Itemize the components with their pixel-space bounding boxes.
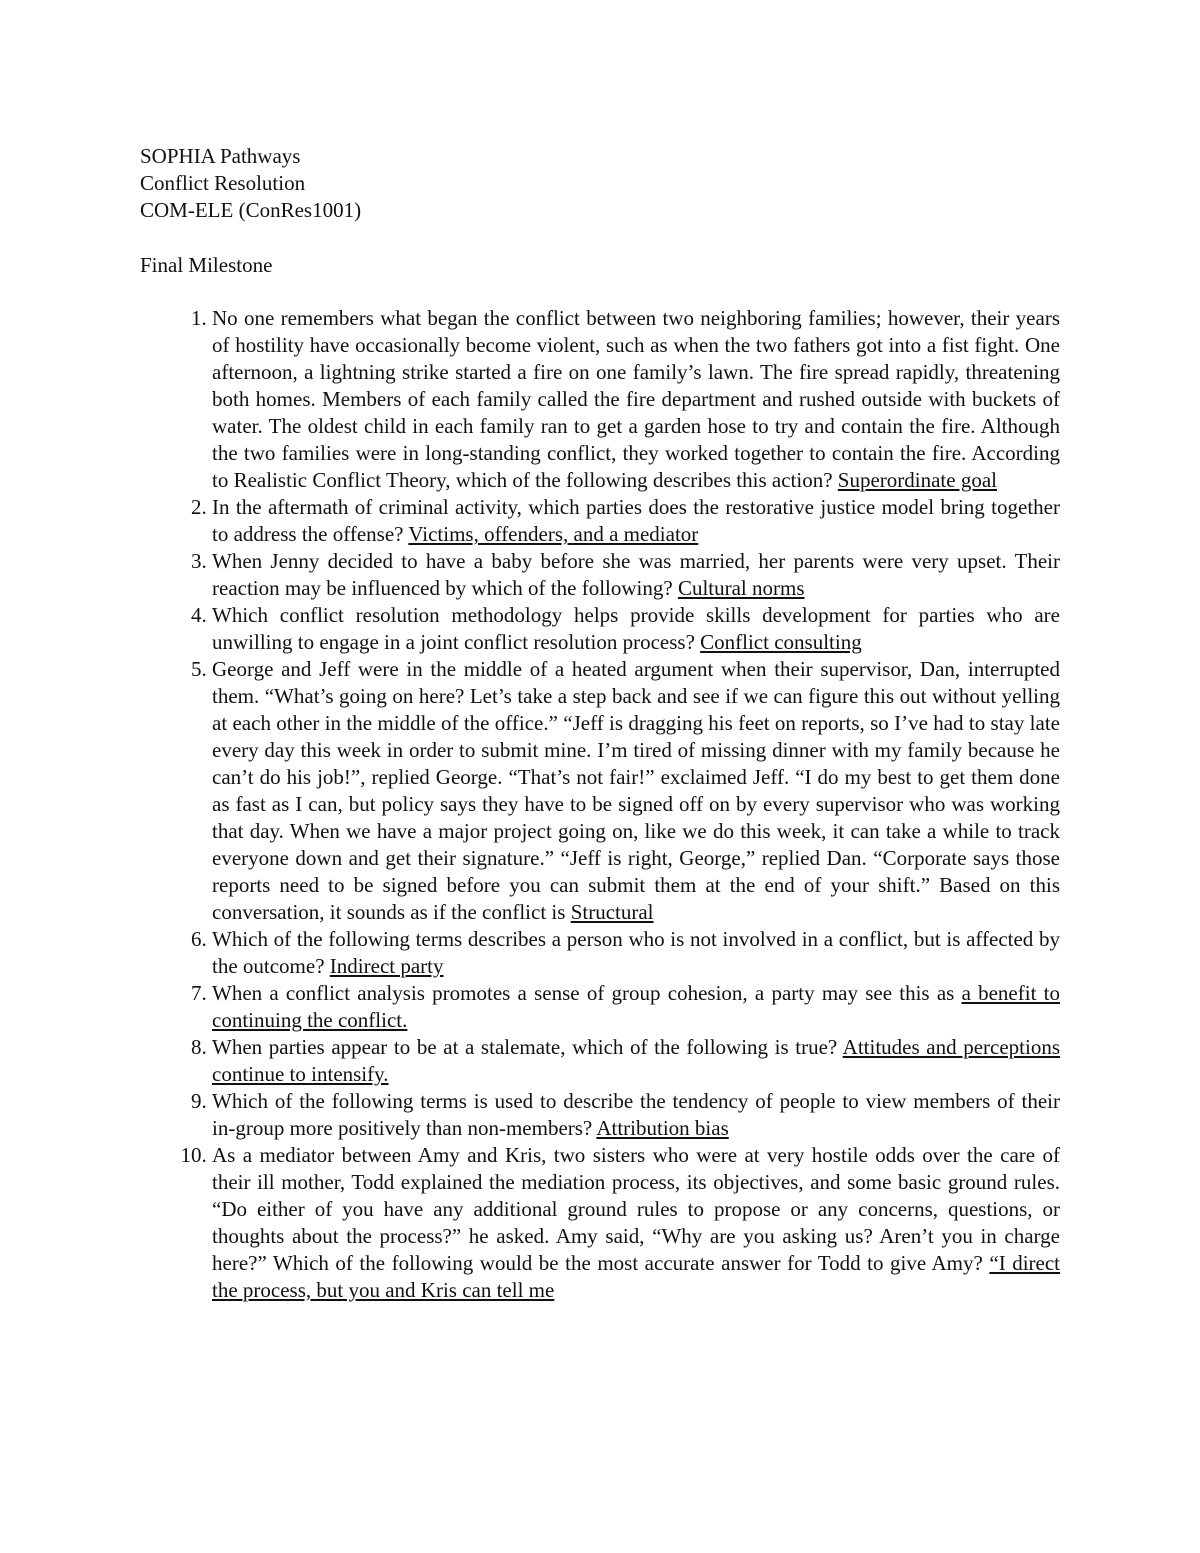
answer-text: Indirect party [329,954,444,978]
course-code: COM-ELE (ConRes1001) [140,198,362,222]
provider-name: SOPHIA Pathways [140,144,301,168]
section-title: Final Milestone [140,253,273,277]
question-item [212,305,1060,494]
question-text: When parties appear to be at a stalemate, which of the following is true? [212,1035,838,1059]
question-text: George and Jeff were in the middle of a heated argument when their supervisor, Dan, interrupted them. “What’s going on here? Let’s take a step back and see if we can figure this out without yelling at each other in the middle of the office.” “Jeff is dragging his feet on reports, so I’ve had to stay late every day this week in order to submit mine. I’m tired of missing dinner with my family because he can’t do his job!”, replied George. “That’s not fair!” exclaimed Jeff. “I do my best to get them done as fast as I can, but policy says they have to be signed off on by every supervisor who was working that day. When we have a major project going on, like we do this week, it can take a while to track everyone down and get their signature.” “Jeff is right, George,” replied Dan. “Corporate says those reports need to be signed before you can submit them at the end of your shift.” Based on this conversation, it sounds as if the conflict is [212,657,1060,924]
question-text: When a conflict analysis promotes a sense of group cohesion, a party may see this as [212,981,955,1005]
question-item [212,602,1060,656]
question-item [212,1088,1060,1142]
answer-text: Cultural norms [677,576,805,600]
answer-text: a benefit to continuing the conflict. [212,981,1060,1032]
question-item [212,1142,1060,1304]
question-item [212,980,1060,1034]
question-list [140,305,1060,1304]
answer-text: Attribution bias [596,1116,729,1140]
answer-text: Attitudes and perceptions continue to intensify. [212,1035,1060,1086]
question-item [212,926,1060,980]
question-text: Which of the following terms describes a person who is not involved in a conflict, but is affected by the outcome? [212,927,1060,978]
question-text: No one remembers what began the conflict between two neighboring families; however, their years of hostility have occasionally become violent, such as when the two fathers got into a fist fight. One afternoon, a lightning strike started a fire on one family’s lawn. The fire spread rapidly, threatening both homes. Members of each family called the fire department and rushed outside with buckets of water. The oldest child in each family ran to get a garden hose to try and contain the fire. Although the two families were in long-standing conflict, they worked together to contain the fire. According to Realistic Conflict Theory, which of the following describes this action? [212,306,1060,492]
document-header [140,143,361,224]
question-item [212,548,1060,602]
answer-text: “I direct the process, but you and Kris can tell me [212,1251,1061,1302]
question-text: As a mediator between Amy and Kris, two sisters who were at very hostile odds over the care of their ill mother, Todd explained the mediation process, its objectives, and some basic ground rules. “Do either of you have any additional ground rules to propose or any concerns, questions, or thoughts about the process?” he asked. Amy said, “Why are you asking us? Aren’t you in charge here?” Which of the following would be the most accurate answer for Todd to give Amy? [212,1143,1060,1275]
course-title: Conflict Resolution [140,171,306,195]
answer-text: Superordinate goal [837,468,997,492]
question-text: When Jenny decided to have a baby before she was married, her parents were very upset. Their reaction may be influenced by which of the following? [212,549,1060,600]
answer-text: Victims, offenders, and a mediator [408,522,699,546]
question-item [212,1034,1060,1088]
question-text: Which of the following terms is used to describe the tendency of people to view members of their in-group more positively than non-members? [212,1089,1060,1140]
question-text: Which conflict resolution methodology helps provide skills development for parties who are unwilling to engage in a joint conflict resolution process? [212,603,1060,654]
answer-text: Structural [570,900,654,924]
question-item [212,494,1060,548]
question-text: In the aftermath of criminal activity, which parties does the restorative justice model bring together to address the offense? [212,495,1060,546]
answer-text: Conflict consulting [700,630,862,654]
question-item [212,656,1060,926]
